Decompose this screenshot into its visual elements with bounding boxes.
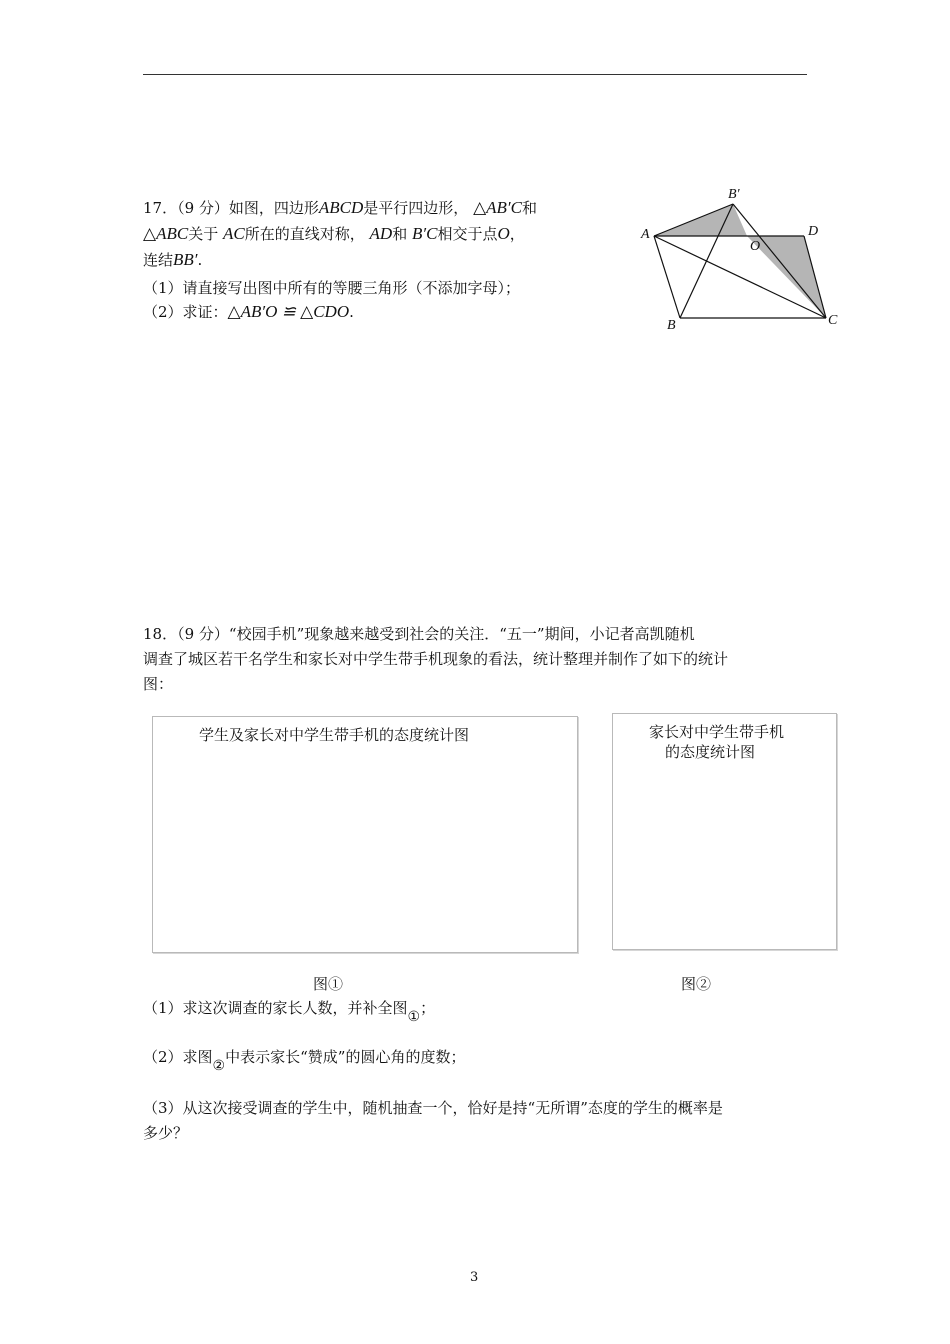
q18-sub1: （1）求这次调查的家长人数，并补全图①；: [143, 996, 435, 1029]
q18-sub2: （2）求图②中表示家长“赞成”的圆心角的度数；: [143, 1045, 465, 1078]
label-d: D: [808, 224, 819, 239]
q18-line3: 图：: [143, 675, 174, 693]
chart2-title-line1: 家长对中学生带手机: [649, 723, 785, 741]
chart2-title-line2: 的态度统计图: [665, 743, 756, 761]
q17-line1: 17．（9 分）如图，四边形ABCD是平行四边形， △AB′C和: [143, 198, 538, 217]
chart1-title: 学生及家长对中学生带手机的态度统计图: [199, 726, 470, 744]
segment-b-prime-c: [733, 204, 826, 318]
parallelogram-figure: [636, 180, 846, 340]
q17-sub2: （2）求证：△AB′O ≌ △CDO.: [143, 302, 354, 321]
label-c: C: [828, 313, 838, 328]
q17-sub1: （1）请直接写出图中所有的等腰三角形（不添加字母）；: [143, 279, 521, 297]
q17-line3: 连结BB′.: [143, 250, 203, 269]
chart2-frame: [612, 713, 837, 950]
segment-ba: [654, 236, 680, 318]
q18-sub3-line1: （3）从这次接受调查的学生中，随机抽查一个，恰好是持“无所谓”态度的学生的概率是: [143, 1099, 723, 1117]
q18-line1: 18．（9 分）“校园手机”现象越来越受到社会的关注．“五一”期间，小记者高凯随机: [143, 625, 695, 643]
label-b-prime: B′: [728, 187, 740, 202]
header-rule: [143, 74, 807, 75]
caption-figure1: 图①: [313, 975, 344, 993]
q18-sub3-line2: 多少？: [143, 1124, 189, 1142]
circled-two: ②: [212, 1058, 226, 1074]
chart1-frame: [152, 716, 578, 953]
shaded-triangle-abo: [654, 204, 747, 236]
label-o: O: [750, 239, 761, 254]
q17-line2: △ABC关于 AC所在的直线对称， AD和 B′C相交于点O，: [143, 224, 525, 243]
circled-one: ①: [407, 1009, 421, 1025]
label-a: A: [641, 227, 650, 242]
q18-line2: 调查了城区若干名学生和家长对中学生带手机现象的看法，统计整理并制作了如下的统计: [143, 650, 729, 668]
page-number: 3: [470, 1270, 479, 1285]
caption-figure2: 图②: [681, 975, 712, 993]
label-b: B: [667, 318, 676, 333]
